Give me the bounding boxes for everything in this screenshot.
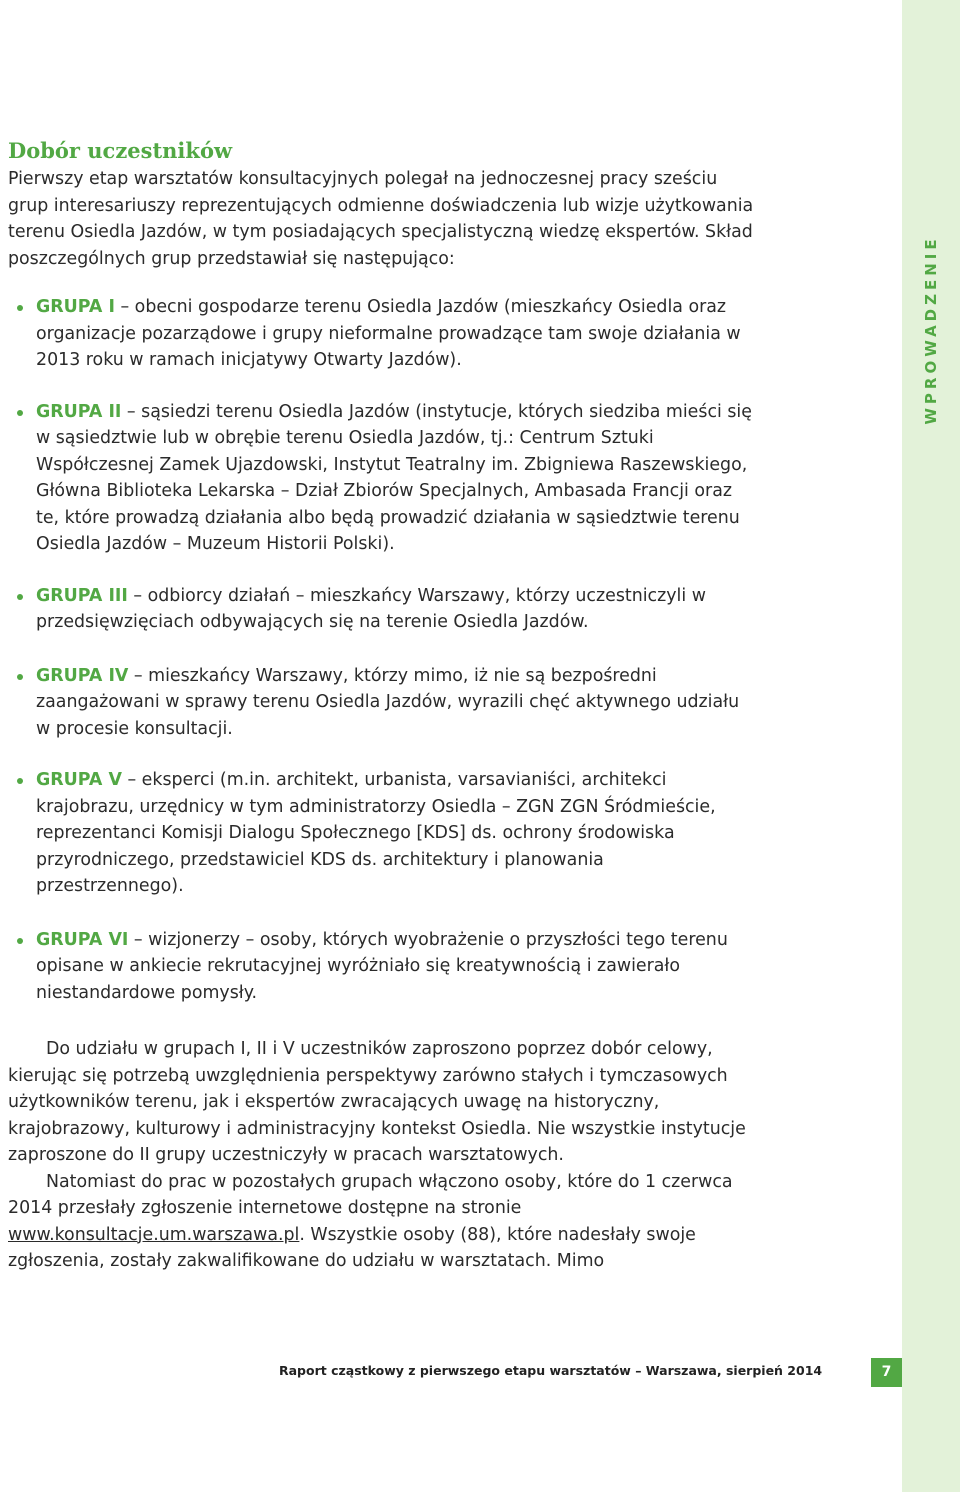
paragraph-text: . Wszystkie osoby (88), które nadesłały swoje zgłoszenia, zostały zakwalifikowane do udziału w warsztatach. Mimo: [8, 1224, 696, 1271]
group-label: GRUPA III: [36, 585, 128, 606]
group-label: GRUPA IV: [36, 665, 129, 686]
list-item-group-4: [8, 663, 756, 743]
body-paragraph-1: Do udziału w grupach I, II i V uczestników zaproszono poprzez dobór celowy, kierując się potrzebą uwzględnienia perspektywy zarówno stałych i tymczasowych użytkowników terenu, jak i ekspertów zwracających uwagę na historyczny, krajobrazowy, kulturowy i administracyjny kontekst Osiedla. Nie wszystkie instytucje zaproszone do II grupy uczestniczyły w pracach warsztatowych.: [8, 1039, 746, 1165]
intro-paragraph: Pierwszy etap warsztatów konsultacyjnych polegał na jednoczesnej pracy sześciu grup interesariuszy reprezentujących odmienne doświadczenia lub wizje użytkowania terenu Osiedla Jazdów, w tym posiadających specjalistyczną wiedzę ekspertów. Skład poszczególnych grup przedstawiał się następująco:: [8, 169, 754, 269]
section-heading: Dobór uczestników: [8, 138, 233, 163]
group-description: – obecni gospodarze terenu Osiedla Jazdów (mieszkańcy Osiedla oraz organizacje pozarządowe i grupy nieformalne prowadzące tam swoje działania w 2013 roku w ramach inicjatywy Otwarty Jazdów).: [36, 297, 741, 370]
main-content: [8, 138, 756, 1275]
body-paragraph-2: [8, 1169, 756, 1275]
list-item-group-1: [8, 294, 756, 374]
group-label: GRUPA I: [36, 297, 115, 317]
paragraph-text: Natomiast do prac w pozostałych grupach włączono osoby, które do 1 czerwca 2014 przesłały zgłoszenie internetowe dostępne na stronie: [8, 1171, 733, 1218]
list-item-group-2: [8, 399, 756, 558]
groups-list: [8, 294, 756, 1006]
group-description: – odbiorcy działań – mieszkańcy Warszawy, którzy uczestniczyli w przedsięwzięciach odbywających się na terenie Osiedla Jazdów.: [36, 585, 706, 632]
section-side-label: WPROWADZENIE: [922, 235, 940, 425]
group-label: GRUPA V: [36, 770, 122, 790]
website-link[interactable]: www.konsultacje.um.warszawa.pl: [8, 1224, 300, 1245]
group-description: – sąsiedzi terenu Osiedla Jazdów (instytucje, których siedziba mieści się w sąsiedztwie lub w obrębie terenu Osiedla Jazdów, tj.: Centrum Sztuki Współczesnej Zamek Ujazdowski, Instytut Teatralny im. Zbigniewa Raszewskiego, Główna Biblioteka Lekarska – Dział Zbiorów Specjalnych, Ambasada Francji oraz te, które prowadzą działania albo będą prowadzić działania w sąsiedztwie terenu Osiedla Jazdów – Muzeum Historii Polski).: [36, 401, 752, 554]
list-item-group-6: [8, 927, 756, 1007]
group-description: – wizjonerzy – osoby, których wyobrażenie o przyszłości tego terenu opisane w ankiecie rekrutacyjnej wyróżniało się kreatywnością i zawierało niestandardowe pomysły.: [36, 929, 728, 1003]
group-label: GRUPA VI: [36, 929, 129, 950]
list-item-group-5: [8, 767, 756, 900]
footer-report-title: Raport cząstkowy z pierwszego etapu warsztatów – Warszawa, sierpień 2014: [279, 1363, 823, 1378]
sidebar-band: [902, 0, 960, 1492]
list-item-group-3: [8, 583, 756, 636]
group-description: – mieszkańcy Warszawy, którzy mimo, iż nie są bezpośredni zaangażowani w sprawy terenu Osiedla Jazdów, wyrazili chęć aktywnego udziału w procesie konsultacji.: [36, 665, 740, 739]
group-label: GRUPA II: [36, 401, 122, 422]
group-description: – eksperci (m.in. architekt, urbanista, varsavianiści, architekci krajobrazu, urzędnicy w tym administratorzy Osiedla – ZGN ZGN Śródmieście, reprezentanci Komisji Dialogu Społecznego [KDS] ds. ochrony środowiska przyrodniczego, przedstawiciel KDS ds. architektury i planowania przestrzennego).: [36, 770, 716, 896]
page-number-badge: 7: [871, 1358, 902, 1387]
